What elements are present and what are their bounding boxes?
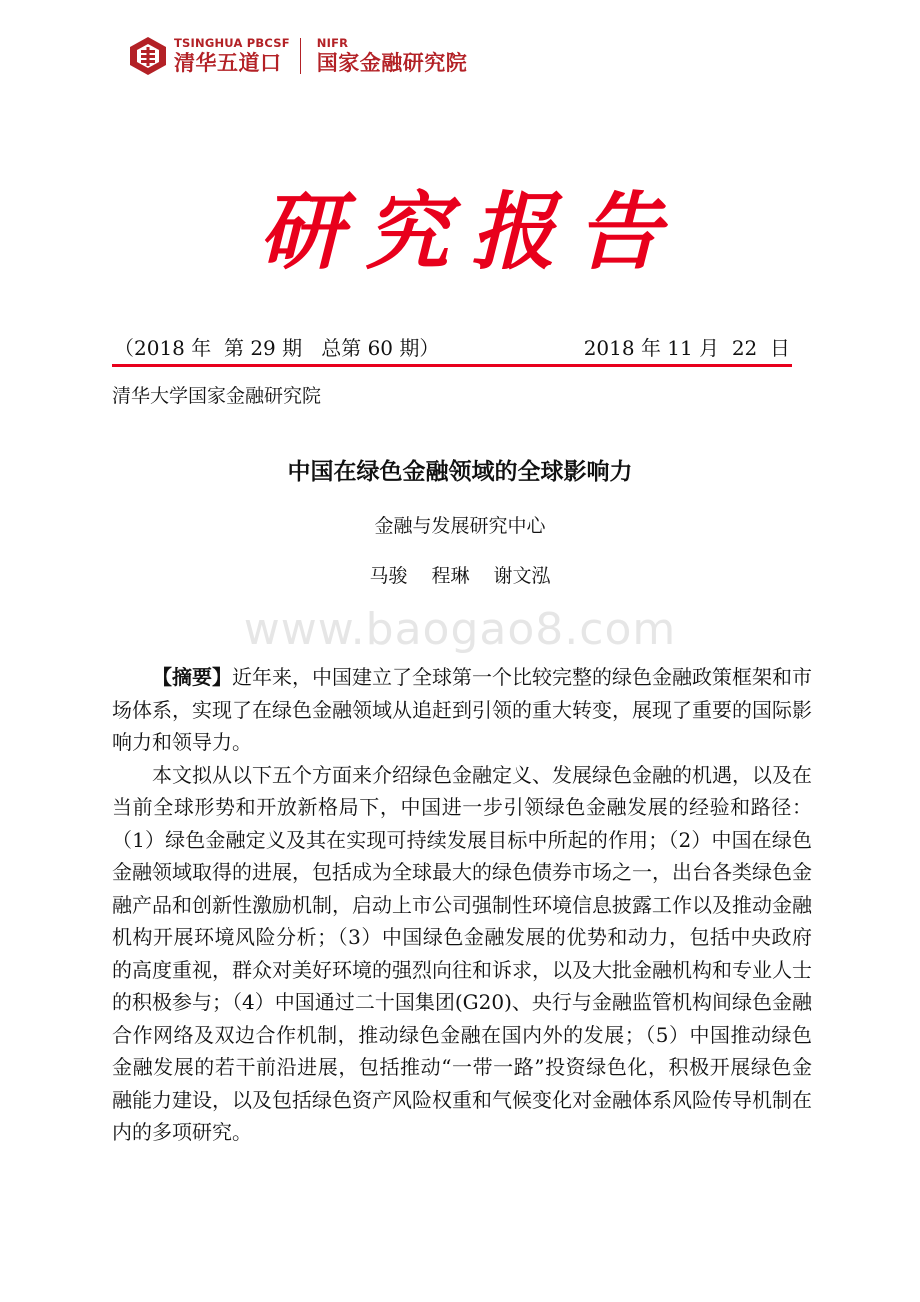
abstract-text: 近年来，中国建立了全球第一个比较完整的绿色金融政策框架和市场体系，实现了在绿色金融领域从追赶到引领的重大转变，展现了重要的国际影响力和领导力。 [112,665,812,754]
red-divider [112,364,792,367]
header-logo [128,32,467,80]
logo-text-nifr [317,38,468,74]
body-paragraph: 本文拟从以下五个方面来介绍绿色金融定义、发展绿色金融的机遇，以及在当前全球形势和开放新格局下，中国进一步引领绿色金融发展的经验和路径：（1）绿色金融定义及其在实现可持续发展目标中所起的作用；（2）中国在绿色金融领域取得的进展，包括成为全球最大的绿色债券市场之一，出台各类绿色金融产品和创新性激励机制，启动上市公司强制性环境信息披露工作以及推动金融机构开展环境风险分析；（3）中国绿色金融发展的优势和动力，包括中央政府的高度重视，群众对美好环境的强烈向往和诉求，以及大批金融机构和专业人士的积极参与；（4）中国通过二十国集团(G20)、央行与金融监管机构间绿色金融合作网络及双边合作机制，推动绿色金融在国内外的发展；（5）中国推动绿色金融发展的若干前沿进展，包括推动“一带一路”投资绿色化，积极开展绿色金融能力建设，以及包括绿色资产风险权重和气候变化对金融体系风险传导机制在内的多项研究。 [112,762,812,1144]
issue-date: 2018 年 11 月 22 日 [583,336,790,360]
article-body [112,661,812,1149]
report-title: 研究报告 [258,182,683,281]
issue-number: （2018 年 第 29 期 总第 60 期） [114,336,440,360]
article-title: 中国在绿色金融领域的全球影响力 [287,459,633,485]
logo2-cn-label: 国家金融研究院 [316,50,468,75]
abstract-label: 【摘要】 [152,665,232,689]
logo2-en-label: NIFR [316,36,349,51]
tsinghua-emblem-icon [128,35,168,77]
article-department: 金融与发展研究中心 [374,515,546,537]
logo-divider [300,38,301,74]
issue-line [112,334,790,362]
logo-text-tsinghua [174,38,290,74]
article-authors: 马骏 程琳 谢文泓 [369,565,551,587]
logo-cn-label: 清华五道口 [174,50,282,75]
institution-name: 清华大学国家金融研究院 [112,385,322,407]
abstract-paragraph [112,661,812,759]
logo-en-label: TSINGHUA PBCSF [174,36,290,51]
watermark-text: www.baogao8.com [243,604,677,655]
